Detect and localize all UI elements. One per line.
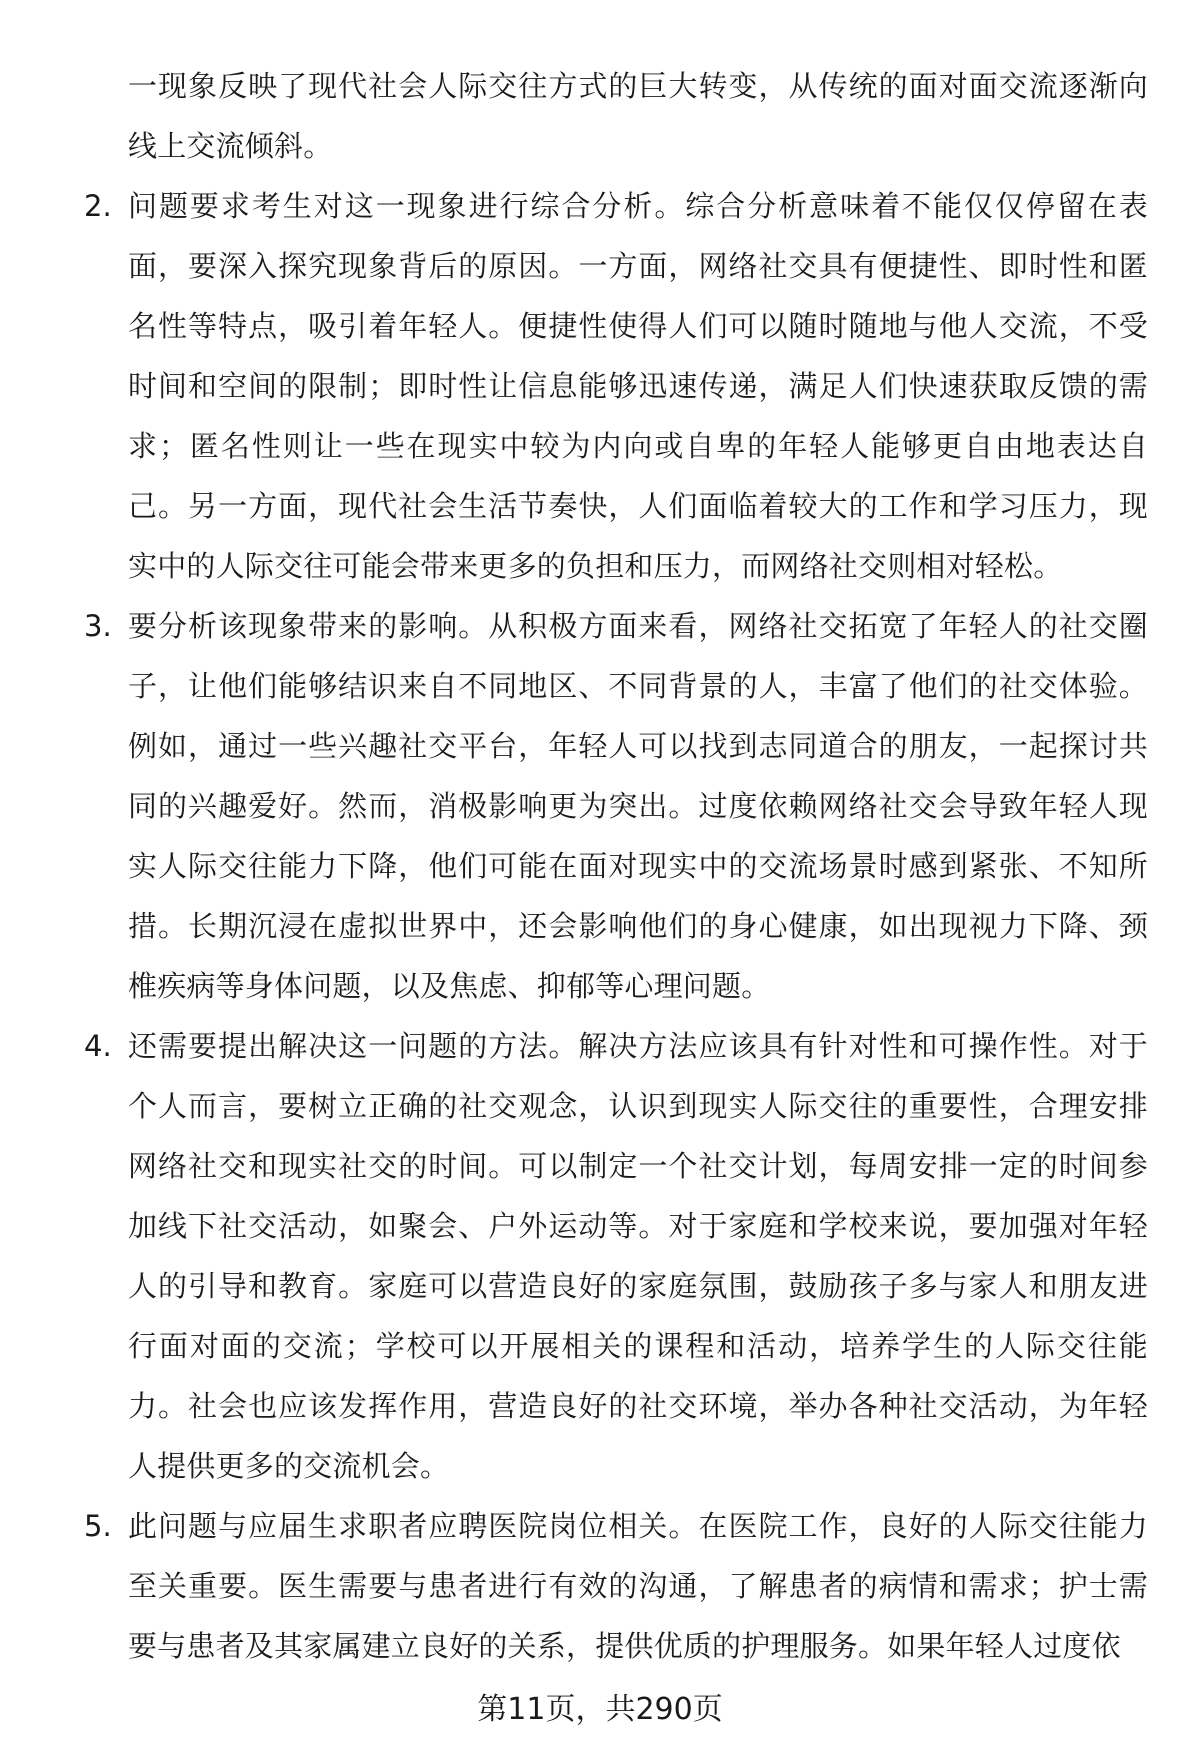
intro-paragraph: 一现象反映了现代社会人际交往方式的巨大转变，从传统的面对面交流逐渐向线上交流倾斜。 [128,69,1148,163]
list-item-number: 5. [84,1509,112,1543]
list-item-text: 还需要提出解决这一问题的方法。解决方法应该具有针对性和可操作性。对于个人而言，要树立正确的社交观念，认识到现实人际交往的重要性，合理安排网络社交和现实社交的时间。可以制定一个社交计划，每周安排一定的时间参加线下社交活动，如聚会、户外运动等。对于家庭和学校来说，要加强对年轻人的引导和教育。家庭可以营造良好的家庭氛围，鼓励孩子多与家人和朋友进行面对面的交流；学校可以开展相关的课程和活动，培养学生的人际交往能力。社会也应该发挥作用，营造良好的社交环境，举办各种社交活动，为年轻人提供更多的交流机会。 [128,1029,1148,1483]
list-item [84,176,1148,596]
list-item [84,596,1148,1016]
list-item-text: 此问题与应届生求职者应聘医院岗位相关。在医院工作，良好的人际交往能力至关重要。医生需要与患者进行有效的沟通，了解患者的病情和需求；护士需要与患者及其家属建立良好的关系，提供优质的护理服务。如果年轻人过度依 [128,1509,1148,1663]
list-item-text: 问题要求考生对这一现象进行综合分析。综合分析意味着不能仅仅停留在表面，要深入探究现象背后的原因。一方面，网络社交具有便捷性、即时性和匿名性等特点，吸引着年轻人。便捷性使得人们可以随时随地与他人交流，不受时间和空间的限制；即时性让信息能够迅速传递，满足人们快速获取反馈的需求；匿名性则让一些在现实中较为内向或自卑的年轻人能够更自由地表达自己。另一方面，现代社会生活节奏快，人们面临着较大的工作和学习压力，现实中的人际交往可能会带来更多的负担和压力，而网络社交则相对轻松。 [128,189,1148,583]
list-item [84,1016,1148,1496]
page-number-footer: 第11页，共290页 [477,1692,723,1727]
list-item-number: 4. [84,1029,112,1063]
list-item-text: 要分析该现象带来的影响。从积极方面来看，网络社交拓宽了年轻人的社交圈子，让他们能够结识来自不同地区、不同背景的人，丰富了他们的社交体验。例如，通过一些兴趣社交平台，年轻人可以找到志同道合的朋友，一起探讨共同的兴趣爱好。然而，消极影响更为突出。过度依赖网络社交会导致年轻人现实人际交往能力下降，他们可能在面对现实中的交流场景时感到紧张、不知所措。长期沉浸在虚拟世界中，还会影响他们的身心健康，如出现视力下降、颈椎疾病等身体问题，以及焦虑、抑郁等心理问题。 [128,609,1148,1003]
list-item [84,1496,1148,1676]
list-item-number: 3. [84,609,112,643]
list-item-number: 2. [84,189,112,223]
document-body [84,56,1148,1676]
